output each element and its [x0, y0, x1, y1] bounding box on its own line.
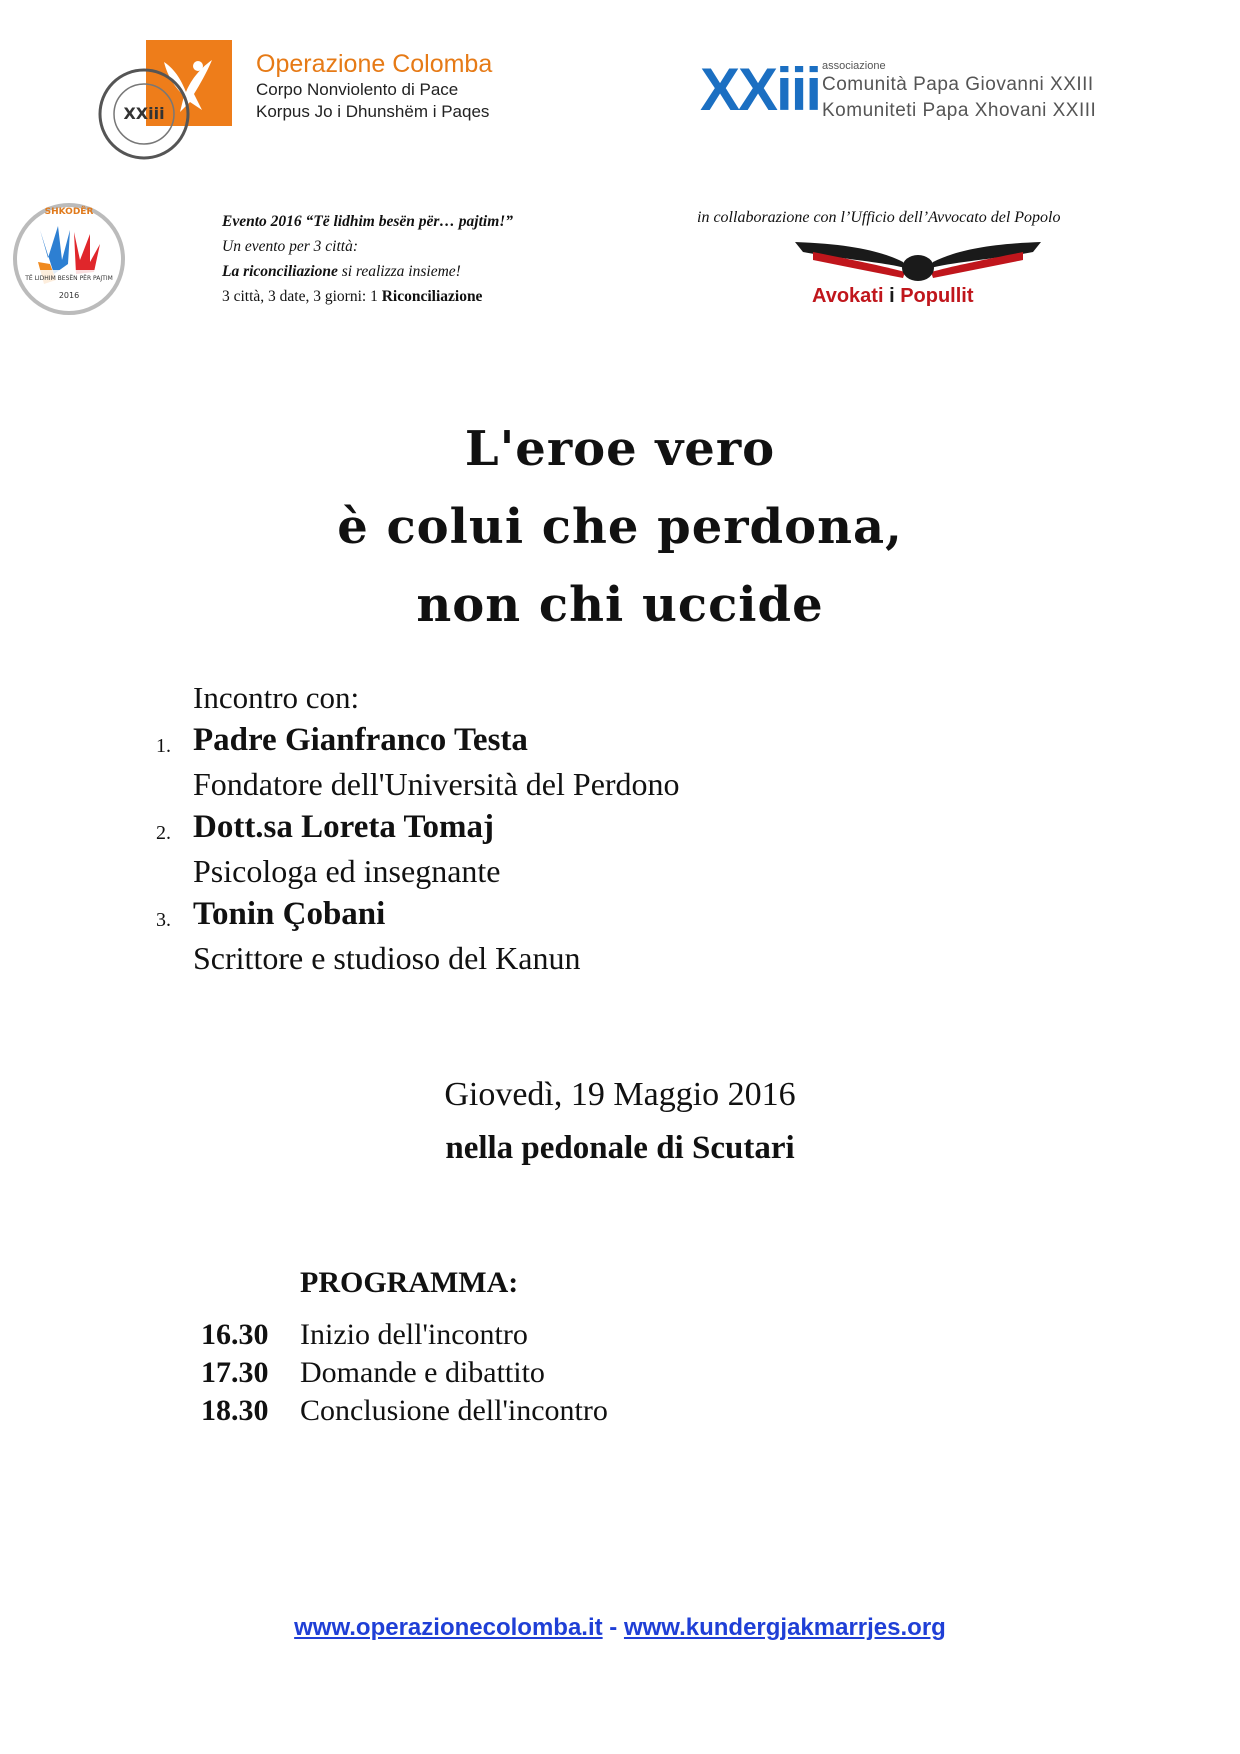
collaboration-note: in collaborazione con l’Ufficio dell’Avvocato del Popolo: [697, 209, 1061, 226]
event-place: nella pedonale di Scutari: [445, 1130, 795, 1166]
program-time: 17.30: [201, 1356, 269, 1389]
event-subtitle: Un evento per 3 città:: [222, 238, 359, 255]
operazione-colomba-link[interactable]: www.operazionecolomba.it: [294, 1614, 603, 1641]
program-item: Conclusione dell'incontro: [300, 1394, 608, 1427]
title-line-3: non chi uccide: [416, 577, 824, 633]
avokati-wordmark: Avokati i Popullit: [812, 285, 974, 307]
title-line-1: L'eroe vero: [464, 421, 776, 477]
event-title: Evento 2016 “Të lidhim besën për… pajtim!”: [222, 213, 514, 230]
avokati-emblem: [793, 238, 1043, 286]
link-separator: -: [602, 1614, 624, 1641]
badge-year: 2016: [58, 291, 80, 300]
program-heading: PROGRAMMA:: [300, 1266, 519, 1299]
speaker-role: Fondatore dell'Università del Perdono: [193, 766, 680, 802]
program-time: 16.30: [201, 1318, 269, 1351]
badge-main-text: TË LIDHIM BESËN PËR PAJTIM: [25, 275, 113, 282]
speaker-name: Padre Gianfranco Testa: [193, 722, 528, 758]
footer-links: [0, 1614, 1240, 1642]
xxiii-logo: XXiii: [700, 56, 821, 123]
speakers-intro: Incontro con:: [193, 680, 360, 715]
event-date: Giovedì, 19 Maggio 2016: [444, 1076, 796, 1113]
speaker-name: Tonin Çobani: [193, 896, 386, 932]
speaker-number: 1.: [156, 735, 171, 757]
speaker-number: 2.: [156, 822, 171, 844]
event-description: [222, 209, 513, 309]
comunita-name-it: Comunità Papa Giovanni XXIII: [822, 74, 1094, 95]
speaker-role: Psicologa ed insegnante: [193, 853, 501, 889]
operazione-colomba-stamp: [96, 66, 192, 162]
event-badge-logo: [10, 200, 128, 318]
program-item: Domande e dibattito: [300, 1356, 545, 1389]
title-line-2: è colui che perdona,: [337, 499, 903, 555]
program-time: 18.30: [201, 1394, 269, 1427]
operazione-colomba-subtitle-1: Corpo Nonviolento di Pace: [256, 80, 459, 99]
associazione-label: associazione: [822, 60, 886, 72]
speaker-number: 3.: [156, 909, 171, 931]
kundergjakmarrjes-link[interactable]: www.kundergjakmarrjes.org: [623, 1614, 946, 1641]
event-dates-line: 3 città, 3 date, 3 giorni: 1 Riconciliazione: [222, 288, 483, 305]
badge-top-text: SHKODËR: [44, 207, 94, 217]
event-tagline: La riconciliazione si realizza insieme!: [222, 263, 461, 280]
operazione-colomba-title: Operazione Colomba: [256, 50, 493, 78]
operazione-colomba-subtitle-2: Korpus Jo i Dhunshëm i Paqes: [256, 102, 490, 121]
page-title: [0, 410, 1240, 644]
speaker-name: Dott.sa Loreta Tomaj: [193, 809, 494, 845]
program-item: Inizio dell'incontro: [300, 1318, 528, 1351]
comunita-name-sq: Komuniteti Papa Xhovani XXIII: [822, 100, 1097, 121]
svg-text:XXiii: XXiii: [123, 104, 165, 123]
speaker-role: Scrittore e studioso del Kanun: [193, 940, 581, 976]
